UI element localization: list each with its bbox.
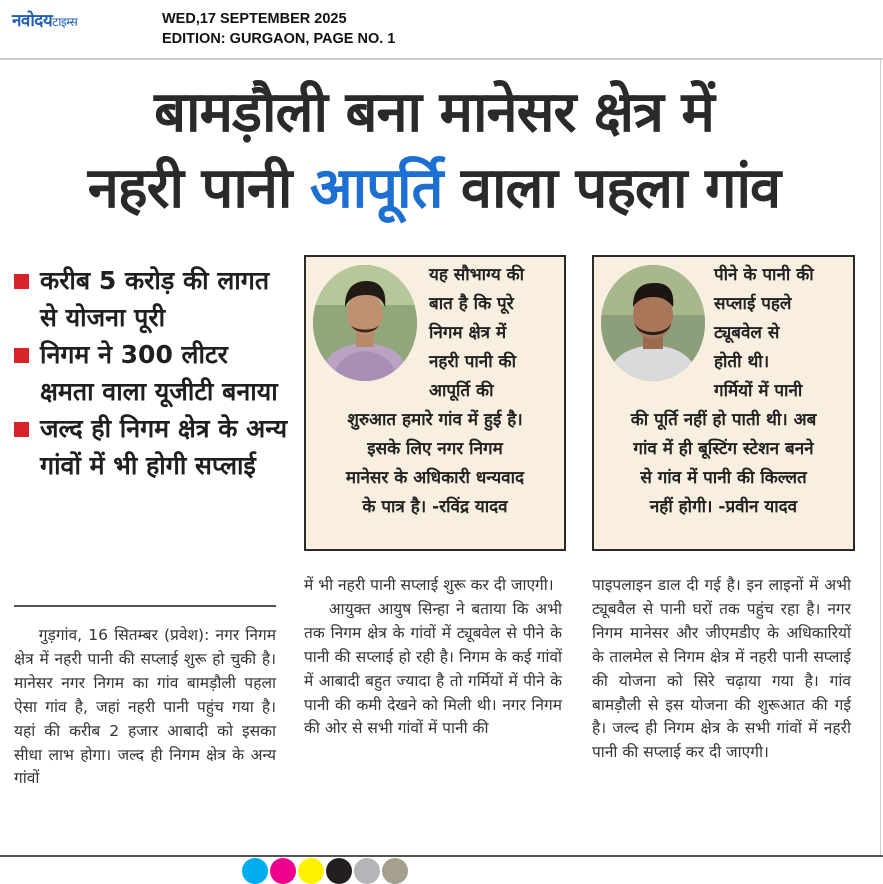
quote-line: बात है कि पूरे xyxy=(429,294,514,314)
color-dot xyxy=(382,858,408,884)
bullet-square-icon xyxy=(14,348,29,363)
logo-subtext: टाइम्स xyxy=(52,15,78,29)
headline-highlight: आपूर्ति xyxy=(309,156,443,221)
quote-line: के पात्र है। -रविंद्र यादव xyxy=(362,497,508,517)
quote-line: होती थी। xyxy=(714,352,770,372)
quote-text-bottom xyxy=(594,406,853,522)
quote-line: शुरुआत हमारे गांव में हुई है। xyxy=(347,410,523,430)
quote-line: पीने के पानी की xyxy=(714,265,814,285)
quote-line: नहीं होगी। -प्रवीन यादव xyxy=(649,497,798,517)
article-paragraph: गुड़गांव, 16 सितम्बर (प्रवेश): नगर निगम क्षेत्र में नहरी पानी की सप्लाई शुरू हो चुकी है। मानेसर नगर निगम का गांव बामड़ौली पहला ऐसा गांव है, जहां नहरी पानी पहुंच गया है। यहां की करीब 2 हजार आबादी को इसका सीधा लाभ होगा। जल्द ही निगम क्षेत्र के अन्य गांवों xyxy=(14,626,276,788)
section-divider xyxy=(14,605,276,607)
quote-box-ravindra xyxy=(304,255,566,551)
portrait-photo-ravindra xyxy=(313,265,417,381)
quote-line: यह सौभाग्य की xyxy=(429,265,525,285)
bottom-rule xyxy=(0,855,883,857)
bullet-item xyxy=(14,336,289,410)
color-dot xyxy=(326,858,352,884)
article-column-3 xyxy=(592,574,851,765)
date-line: WED,17 SEPTEMBER 2025 xyxy=(162,11,347,27)
quote-line: गर्मियों में पानी xyxy=(714,381,803,401)
quote-line: से गांव में पानी की किल्लत xyxy=(640,468,807,488)
color-dot xyxy=(270,858,296,884)
right-edge-rule xyxy=(880,60,881,856)
quote-line: गांव में ही बूस्टिंग स्टेशन बनने xyxy=(633,439,814,459)
article-paragraph: आयुक्त आयुष सिन्हा ने बताया कि अभी तक निगम क्षेत्र के गांवों में ट्यूबवेल से पीने के पानी की सप्लाई हो रही है। निगम के कई गांवों में आबादी बहुत ज्यादा है तो गर्मियों में पीने के पानी की कमी देखने को मिली थी। नगर निगम की ओर से सभी गांवों में पानी की xyxy=(304,599,562,738)
bullet-text: निगम ने 300 लीटर क्षमता वाला यूजीटी बनाया xyxy=(40,340,278,406)
quote-line: इसके लिए नगर निगम xyxy=(367,439,503,459)
highlight-bullets xyxy=(14,262,289,484)
quote-line: ट्यूबवेल से xyxy=(714,323,780,343)
article-column-2 xyxy=(304,574,562,741)
headline-line-1: बामड़ौली बना मानेसर क्षेत्र में xyxy=(154,80,714,145)
color-dot xyxy=(354,858,380,884)
bullet-square-icon xyxy=(14,274,29,289)
quote-line: मानेसर के अधिकारी धन्यवाद xyxy=(345,468,525,488)
article-paragraph: में भी नहरी पानी सप्लाई शुरू कर दी जाएगी। xyxy=(304,576,554,594)
bullet-item xyxy=(14,410,289,484)
color-dot xyxy=(298,858,324,884)
masthead xyxy=(0,0,883,58)
quote-text-bottom xyxy=(306,406,564,522)
article-column-1 xyxy=(14,624,276,791)
quote-text-top xyxy=(429,261,524,406)
quote-line: सप्लाई पहले xyxy=(714,294,792,314)
headline-line-2 xyxy=(0,152,868,226)
color-dot xyxy=(242,858,268,884)
headline-text-end: वाला पहला गांव xyxy=(442,156,781,221)
edition-info xyxy=(162,9,395,49)
quote-line: की पूर्ति नहीं हो पाती थी। अब xyxy=(630,410,817,430)
bullet-text: जल्द ही निगम क्षेत्र के अन्य गांवों में भी होगी सप्लाई xyxy=(40,414,288,480)
logo-text: नवोदय xyxy=(12,11,53,31)
quote-text-top xyxy=(714,261,814,406)
edition-line: EDITION: GURGAON, PAGE NO. 1 xyxy=(162,31,396,47)
bullet-item xyxy=(14,262,289,336)
quote-line: आपूर्ति की xyxy=(429,381,494,401)
portrait-photo-praveen xyxy=(601,265,705,381)
bullet-text: करीब 5 करोड़ की लागत से योजना पूरी xyxy=(40,266,270,332)
article-paragraph: पाइपलाइन डाल दी गई है। इन लाइनों में अभी ट्यूबवैल से पानी घरों तक पहुंच रहा है। नगर निगम मानेसर और जीएमडीए के अधिकारियों के तालमेल से निगम क्षेत्र में नहरी पानी सप्लाई की योजना को सिरे चढ़ाया गया है। गांव बामड़ौली से इस योजना की शुरूआत की गई है। जल्द ही निगम क्षेत्र के सभी गांवों में नहरी पानी की सप्लाई कर दी जाएगी। xyxy=(592,576,851,762)
quote-line: नहरी पानी की xyxy=(429,352,517,372)
newspaper-logo xyxy=(12,8,77,31)
quote-box-praveen xyxy=(592,255,855,551)
bullet-square-icon xyxy=(14,422,29,437)
quote-line: निगम क्षेत्र में xyxy=(429,323,507,343)
headline-text: नहरी पानी xyxy=(87,156,310,221)
